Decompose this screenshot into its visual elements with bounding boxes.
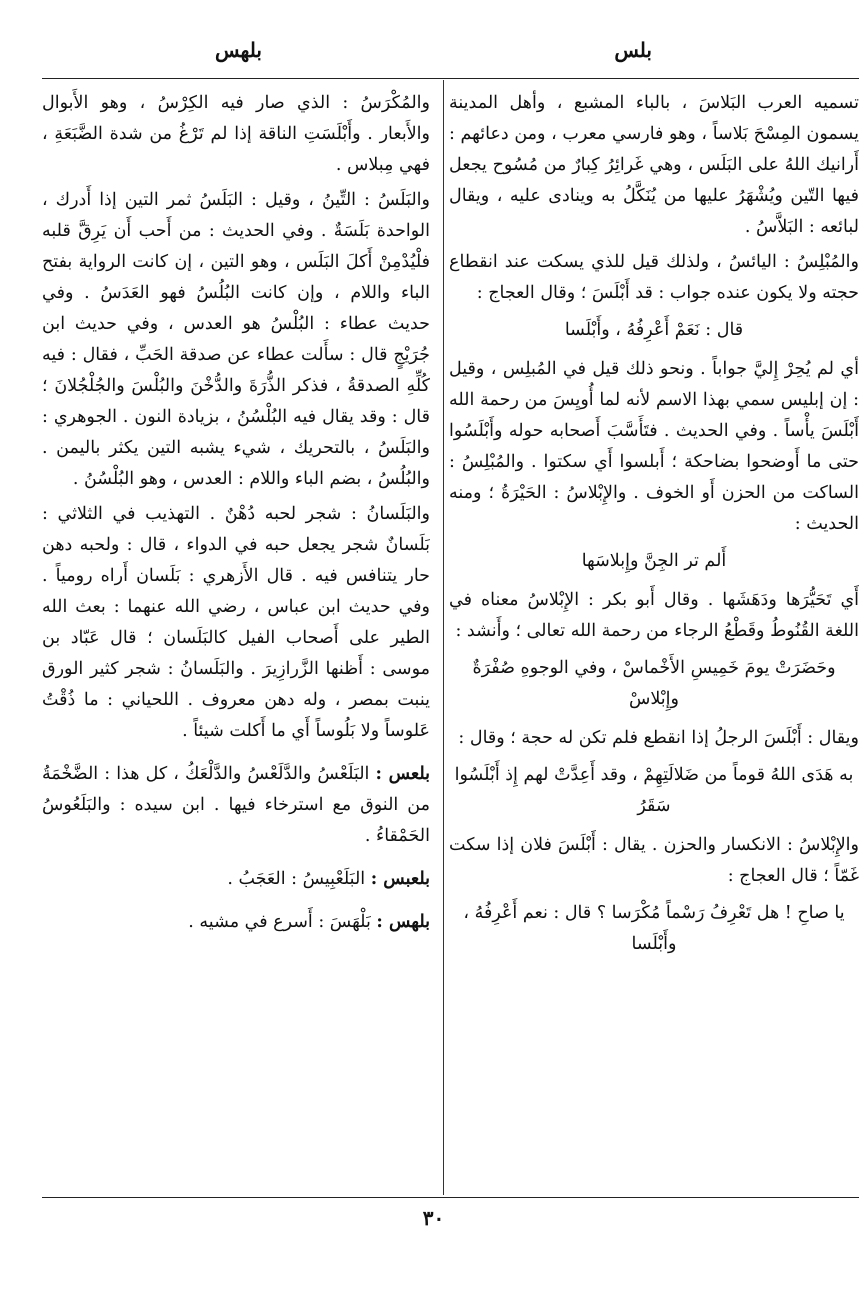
dictionary-entry	[42, 907, 430, 938]
paragraph: والبَلَسُ : التِّينُ ، وقيل : البَلَسُ ثمر التين إذا أَدرك ، الواحدة بَلَسَةٌ . وفي الحديث : من أَحب أَن يَرِقَّ قلبه فلْيُدْمِنْ أَكلَ البَلَس ، وهو التين ، إن كانت الرواية بفتح الباء واللام ، وإن كانت البُلُسُ فهو العَدَسُ . وفي حديث عطاء : البُلْسُ هو العدس ، وفي حديث ابن جُرَيْجٍ قال : سأَلت عطاء عن صدقة الحَبِّ ، فقال : فيه كُلِّهِ الصدقةُ ، فذكر الذُّرَةَ والدُّخْنَ والبُلْسَ والجُلْجُلانَ ؛ قال : وقد يقال فيه البُلْسُنُ ، بزيادة النون . الجوهري : والبَلَسُ ، بالتحريك ، شيء يشبه التين يكثر باليمن . والبُلُسُ ، بضم الباء واللام : العدس ، وهو البُلْسُنُ .	[42, 190, 430, 489]
verse-line: يا صاحِ ! هل تَعْرِفُ رَسْماً مُكْرَسا ؟ قال : نعم أَعْرِفُهُ ، وأَبْلَسا	[463, 903, 845, 954]
paragraph: والإِبْلاسُ : الانكسار والحزن . يقال : أَبْلَسَ فلان إذا سكت غَمّاً ؛ قال العجاج :	[449, 835, 859, 886]
running-headers	[40, 38, 827, 72]
paragraph: أي لم يُحِرْ إِليَّ جواباً . ونحو ذلك قيل في المُبلِس ، وقيل : إن إبليس سمي بهذا الاسم لأنه لما أُويِسَ من رحمة الله أَبْلَسَ يأْساً . وفي الحديث . فتَأَسَّبَ أَصحابه حوله وأَبْلَسُوا حتى ما أَوضحوا بضاحكة ؛ أَبلسوا أَي سكتوا . والمُبْلِسُ : الساكت من الحزن أَو الخوف . والإِبْلاسُ : الحَيْرَةُ ؛ ومنه الحديث :	[449, 359, 859, 534]
paragraph: تسميه العرب البَلاسَ ، بالباء المشبع ، وأهل المدينة يسمون المِسْحَ بَلاساً ، وهو فارسي معرب ، ومن دعائهم : أَرانيك اللهُ على البَلَس ، وهي غَرائِرُ كِبارٌ من مُسُوح يجعل فيها التّين ويُشْهَرُ عليها من يُنَكَّلُ به وينادى عليه ، ويقال لبائعه : البَلاَّسُ .	[449, 93, 859, 237]
column-divider	[443, 80, 444, 1195]
dictionary-entry	[42, 864, 430, 895]
page-number: ٣٠	[422, 1206, 445, 1230]
entry-definition: البَلَعْسُ والدَّلَعْسُ والدَّلْعَكُ ، كل هذا : الضَّخْمَةُ من النوق مع استرخاء فيها . ابن سيده : والبَلَعُوسُ الحَمْقاءُ .	[42, 764, 430, 846]
entry-definition: بَلْهَسَ : أَسرع في مشيه .	[188, 912, 377, 932]
verse-line: قال : نَعَمْ أَعْرِفُهُ ، وأَبْلَسا	[564, 320, 744, 340]
entry-headword: بلعس :	[375, 764, 430, 784]
top-rule	[42, 78, 859, 79]
paragraph: والمُكْرَسُ : الذي صار فيه الكِرْسُ ، وهو الأَبوال والأَبعار . وأَبْلَسَتِ الناقة إذا لم تَرْغُ من شدة الضَّبَعَةِ ، فهي مِبلاس .	[42, 93, 430, 175]
paragraph: أَي تَحَيُّرَها ودَهَشَها . وقال أَبو بكر : الإِبْلاسُ معناه في اللغة القُنُوطُ وقَطْعُ الرجاء من رحمة الله تعالى ؛ وأَنشد :	[449, 590, 859, 641]
entry-definition: البَلَعْبِيسُ : العَجَبُ .	[227, 869, 371, 889]
left-column	[42, 88, 430, 1191]
left-running-headword: بلهس	[215, 38, 262, 62]
entry-headword: بلهس :	[376, 912, 430, 932]
verse-line: به هَدَى اللهُ قوماً من ضَلالَتِهِمْ ، وقد أَعِدَّتْ لهم إِذ أَبْلَسُوا سَقَرُ	[454, 765, 854, 816]
paragraph: والمُبْلِسُ : اليائسُ ، ولذلك قيل للذي يسكت عند انقطاع حجته ولا يكون عنده جواب : قد أَبْلَسَ ؛ وقال العجاج :	[449, 252, 859, 303]
right-column	[449, 88, 859, 1191]
paragraph: ويقال : أَبْلَسَ الرجلُ إذا انقطع فلم تكن له حجة ؛ وقال :	[458, 728, 859, 748]
dictionary-entry	[42, 759, 430, 852]
right-running-headword: بلس	[614, 38, 652, 62]
verse-line: أَلم تر الجِنَّ وإِبلاسَها	[581, 551, 727, 571]
paragraph: والبَلَسانُ : شجر لحبه دُهْنٌ . التهذيب في الثلاثي : بَلَسانٌ شجر يجعل حبه في الدواء ، قال : ولحبه دهن حار يتنافس فيه . قال الأَزهري : بَلَسان أَراه رومياً . وفي حديث ابن عباس ، رضي الله عنهما : بعث الله الطير على أَصحاب الفيل كالبَلَسان ؛ قال عَبّاد بن موسى : أَظنها الزَّرازِيرَ . والبَلَسانُ : شجر كثير الورق ينبت بمصر ، وله دهن معروف . اللحياني : ما ذُقْتُ عَلوساً ولا بَلُوساً أَي ما أَكلت شيئاً .	[42, 504, 430, 741]
verse-line: وحَضَرَتْ يومَ خَمِيسِ الأَخْماسْ ، وفي الوجوهِ صُفْرَةٌ وإِبْلاسْ	[472, 658, 836, 709]
bottom-rule	[42, 1197, 859, 1198]
entry-headword: بلعبس :	[370, 869, 430, 889]
